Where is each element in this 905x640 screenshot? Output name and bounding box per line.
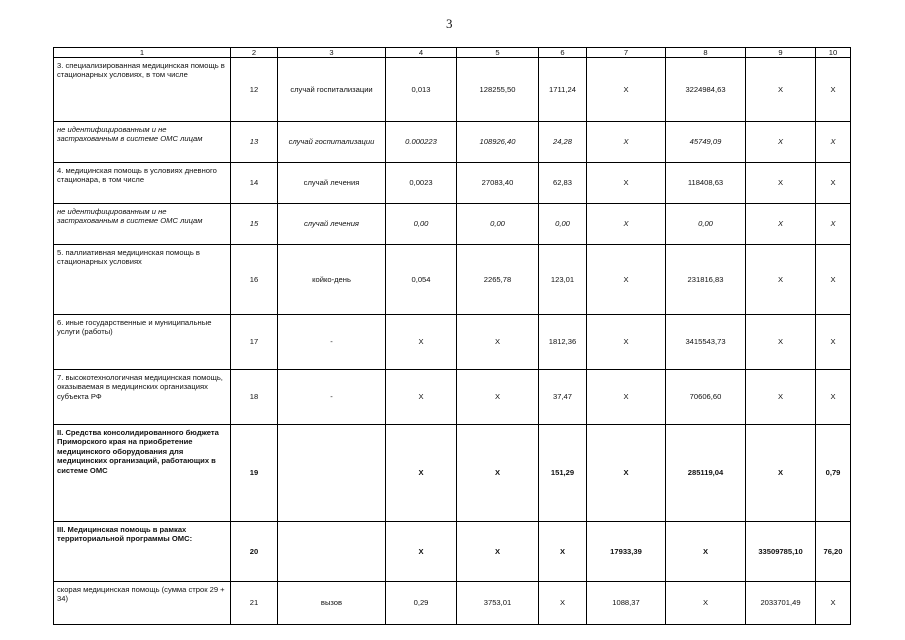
table-cell: 1812,36 (539, 315, 587, 370)
table-cell: 16 (231, 245, 278, 315)
header-cell: 9 (746, 48, 816, 58)
table-cell: Х (816, 315, 851, 370)
header-cell: 5 (457, 48, 539, 58)
table-cell: Х (386, 522, 457, 582)
table-cell: 1711,24 (539, 58, 587, 122)
table-cell: Х (816, 582, 851, 625)
table-cell: Х (816, 58, 851, 122)
table-cell: Х (746, 370, 816, 425)
table-cell: случай лечения (278, 204, 386, 245)
table-cell: Х (587, 315, 666, 370)
table-cell: Х (746, 245, 816, 315)
table-cell: 18 (231, 370, 278, 425)
table-cell: 285119,04 (666, 425, 746, 522)
table-row (54, 122, 851, 163)
table-cell: 12 (231, 58, 278, 122)
row-label-cell: 4. медицинская помощь в условиях дневного стационара, в том числе (54, 163, 231, 204)
page-number: 3 (446, 16, 453, 31)
table-header-row (54, 48, 851, 58)
table-cell: 2265,78 (457, 245, 539, 315)
table-cell: 0,29 (386, 582, 457, 625)
table-cell: Х (816, 370, 851, 425)
row-label-cell: 7. высокотехнологичная медицинская помощь, оказываемая в медицинских организациях субъекта РФ (54, 370, 231, 425)
table-cell: 108926,40 (457, 122, 539, 163)
table-cell: 3753,01 (457, 582, 539, 625)
row-label-cell: 6. иные государственные и муниципальные услуги (работы) (54, 315, 231, 370)
table-row (54, 522, 851, 582)
header-cell: 1 (54, 48, 231, 58)
table-cell: 0,00 (539, 204, 587, 245)
header-cell: 3 (278, 48, 386, 58)
row-label-cell: не идентифицированным и не застрахованным в системе ОМС лицам (54, 204, 231, 245)
table-row (54, 425, 851, 522)
table-cell: Х (816, 245, 851, 315)
table-cell: 62,83 (539, 163, 587, 204)
header-cell: 10 (816, 48, 851, 58)
table-cell: 27083,40 (457, 163, 539, 204)
table-cell: 3415543,73 (666, 315, 746, 370)
table-cell: Х (587, 122, 666, 163)
table-cell: 0.000223 (386, 122, 457, 163)
table-cell: Х (666, 582, 746, 625)
row-label-cell: не идентифицированным и не застрахованным в системе ОМС лицам (54, 122, 231, 163)
table-cell: Х (587, 58, 666, 122)
header-cell: 8 (666, 48, 746, 58)
table-cell: - (278, 370, 386, 425)
table-cell: 45749,09 (666, 122, 746, 163)
table-cell: Х (816, 122, 851, 163)
table-cell: 14 (231, 163, 278, 204)
table-cell: Х (587, 204, 666, 245)
table-row (54, 315, 851, 370)
header-cell: 2 (231, 48, 278, 58)
table-cell: 0,054 (386, 245, 457, 315)
table-row (54, 163, 851, 204)
table-cell: Х (539, 582, 587, 625)
table-cell: - (278, 315, 386, 370)
table-cell: 0,00 (386, 204, 457, 245)
row-label-cell: скорая медицинская помощь (сумма строк 29 + 34) (54, 582, 231, 625)
table-cell: 37,47 (539, 370, 587, 425)
table-cell: Х (386, 425, 457, 522)
header-cell: 7 (587, 48, 666, 58)
document-table (53, 47, 851, 625)
table-cell: Х (386, 370, 457, 425)
table-cell: Х (386, 315, 457, 370)
table-cell (278, 522, 386, 582)
table-cell: случай лечения (278, 163, 386, 204)
table-cell: Х (746, 204, 816, 245)
table-cell: Х (587, 245, 666, 315)
table-cell: 24,28 (539, 122, 587, 163)
table-cell: 20 (231, 522, 278, 582)
table-cell: 76,20 (816, 522, 851, 582)
table-cell: случай госпитализации (278, 122, 386, 163)
table-cell: 21 (231, 582, 278, 625)
table-cell: 0,79 (816, 425, 851, 522)
row-label-cell: II. Средства консолидированного бюджета Приморского края на приобретение медицинского оборудования для медицинских организаций, работающих в системе ОМС (54, 425, 231, 522)
table-cell: Х (457, 425, 539, 522)
table-cell: Х (587, 425, 666, 522)
table-cell: 19 (231, 425, 278, 522)
table-cell: 128255,50 (457, 58, 539, 122)
table-cell: Х (587, 163, 666, 204)
table-cell: вызов (278, 582, 386, 625)
table-cell: Х (539, 522, 587, 582)
table-cell: 123,01 (539, 245, 587, 315)
header-cell: 6 (539, 48, 587, 58)
table-cell: 0,00 (666, 204, 746, 245)
table-cell: Х (816, 204, 851, 245)
table-cell: 17 (231, 315, 278, 370)
table-row (54, 204, 851, 245)
table-cell: Х (457, 522, 539, 582)
table-cell: 3224984,63 (666, 58, 746, 122)
table-cell: 2033701,49 (746, 582, 816, 625)
table-cell: Х (746, 163, 816, 204)
table-row (54, 245, 851, 315)
table-cell: Х (816, 163, 851, 204)
table-cell: 0,0023 (386, 163, 457, 204)
table-cell: Х (746, 58, 816, 122)
table-cell: 13 (231, 122, 278, 163)
table-cell: 70606,60 (666, 370, 746, 425)
row-label-cell: 3. специализированная медицинская помощь в стационарных условиях, в том числе (54, 58, 231, 122)
table-cell: 151,29 (539, 425, 587, 522)
table-cell: 0,00 (457, 204, 539, 245)
table-cell: 0,013 (386, 58, 457, 122)
table-cell: Х (457, 315, 539, 370)
table-cell: Х (746, 122, 816, 163)
table-cell: Х (666, 522, 746, 582)
table-cell: Х (587, 370, 666, 425)
table-cell (278, 425, 386, 522)
table-cell: 231816,83 (666, 245, 746, 315)
table-cell: 15 (231, 204, 278, 245)
table-cell: 118408,63 (666, 163, 746, 204)
table-cell: 17933,39 (587, 522, 666, 582)
header-cell: 4 (386, 48, 457, 58)
row-label-cell: 5. паллиативная медицинская помощь в стационарных условиях (54, 245, 231, 315)
table-cell: 1088,37 (587, 582, 666, 625)
table-row (54, 370, 851, 425)
table-cell: Х (746, 315, 816, 370)
table-row (54, 582, 851, 625)
table-cell: Х (746, 425, 816, 522)
row-label-cell: III. Медицинская помощь в рамках территориальной программы ОМС: (54, 522, 231, 582)
table-cell: случай госпитализации (278, 58, 386, 122)
table-cell: Х (457, 370, 539, 425)
table-cell: 33509785,10 (746, 522, 816, 582)
table-row (54, 58, 851, 122)
table-cell: койко-день (278, 245, 386, 315)
